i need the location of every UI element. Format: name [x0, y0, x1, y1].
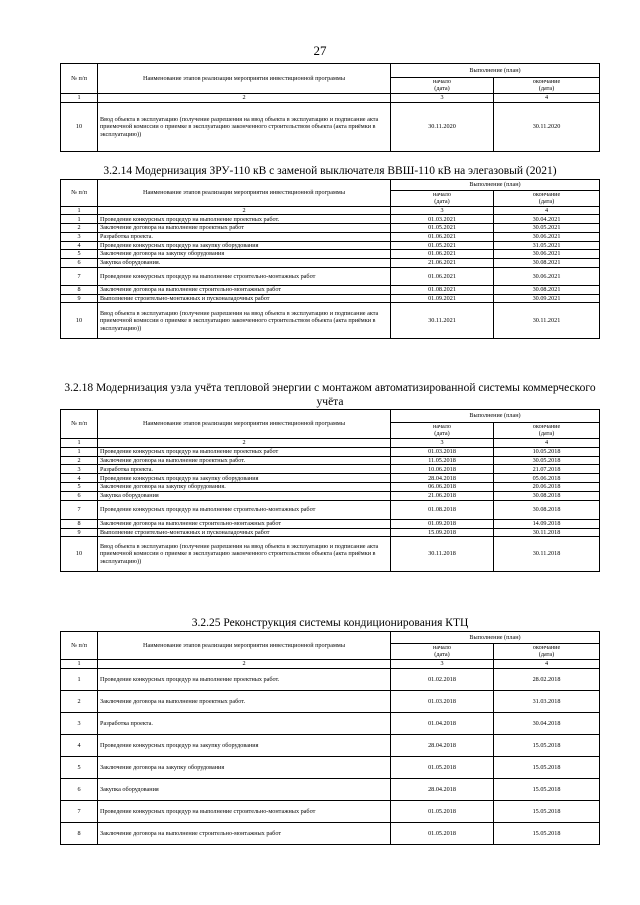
start-date: 01.05.2018: [391, 822, 494, 844]
index-cell-4: 4: [494, 438, 600, 447]
index-cell-4: 4: [494, 206, 600, 214]
header-end: [494, 423, 600, 439]
table-row: [61, 491, 600, 500]
row-number: 7: [61, 268, 98, 286]
table-row: [61, 756, 600, 778]
row-number: 10: [61, 537, 98, 572]
table-row: [61, 519, 600, 528]
start-date: 01.06.2021: [391, 250, 494, 259]
row-number: 6: [61, 259, 98, 268]
table-row: [61, 286, 600, 295]
header-num: № п/п: [61, 64, 98, 94]
index-cell-3: 3: [391, 659, 494, 668]
header-end: [494, 78, 600, 94]
table-row: [61, 483, 600, 491]
header-exec: Выполнение (план): [391, 180, 600, 191]
header-name: Наименование этапов реализации мероприятия инвестиционной программы: [98, 180, 391, 207]
start-date: 01.03.2018: [391, 690, 494, 712]
header-row: [61, 180, 600, 191]
header-num: № п/п: [61, 410, 98, 439]
start-date: 01.06.2021: [391, 232, 494, 241]
end-date: 05.06.2018: [494, 474, 600, 483]
header-exec: Выполнение (план): [391, 64, 600, 78]
end-date: 30.04.2021: [494, 215, 600, 224]
stage-name: Проведение конкурсных процедур на выполнение строительно-монтажных работ: [98, 268, 391, 286]
row-number: 2: [61, 456, 98, 464]
header-row: [61, 410, 600, 423]
index-row: [61, 438, 600, 447]
end-date: 30.08.2021: [494, 286, 600, 295]
index-row: [61, 93, 600, 102]
row-number: 7: [61, 800, 98, 822]
header-end-label: окончание: [532, 423, 561, 430]
table-row: [61, 268, 600, 286]
row-number: 8: [61, 822, 98, 844]
index-cell-3: 3: [391, 206, 494, 214]
row-number: 8: [61, 519, 98, 528]
stage-name: Заключение договора на выполнение проектных работ.: [98, 690, 391, 712]
stage-name: Проведение конкурсных процедур на выполнение проектных работ: [98, 447, 391, 456]
table-row: [61, 778, 600, 800]
start-date: 01.03.2018: [391, 447, 494, 456]
stage-name: Ввод объекта в эксплуатацию (получение разрешения на ввод объекта в эксплуатацию и подписание акта приемочной комиссии о приемке в эксплуатацию законченного строительством объекта (акта приёмки в эксплуатацию)): [98, 303, 391, 339]
table-row: [61, 734, 600, 756]
start-date: 06.06.2018: [391, 483, 494, 491]
section-title-3-2-25: 3.2.25 Реконструкция системы кондиционирования КТЦ: [191, 617, 469, 629]
end-date: 30.06.2021: [494, 268, 600, 286]
table-row: [61, 500, 600, 519]
header-date-label: (дата): [434, 85, 450, 93]
start-date: 01.05.2021: [391, 224, 494, 232]
row-number: 4: [61, 241, 98, 249]
table-row: [61, 241, 600, 249]
end-date: 10.05.2018: [494, 447, 600, 456]
table-row: [61, 295, 600, 303]
start-date: 10.06.2018: [391, 465, 494, 474]
index-row: [61, 206, 600, 214]
start-date: 30.11.2018: [391, 537, 494, 572]
stage-name: Заключение договора на закупку оборудования.: [98, 483, 391, 491]
stage-name: Выполнение строительно-монтажных и пусконаладочных работ: [98, 295, 391, 303]
stage-name: Закупка оборудования.: [98, 259, 391, 268]
header-date-label: (дата): [538, 85, 555, 93]
table-row: [61, 224, 600, 232]
start-date: 01.09.2018: [391, 519, 494, 528]
end-date: 30.04.2018: [494, 712, 600, 734]
header-date-label: (дата): [434, 198, 450, 206]
row-number: 8: [61, 286, 98, 295]
start-date: 30.11.2021: [391, 303, 494, 339]
header-num: № п/п: [61, 180, 98, 207]
stage-name: Закупка оборудования: [98, 778, 391, 800]
start-date: 21.06.2018: [391, 491, 494, 500]
stage-name: Заключение договора на выполнение строительно-монтажных работ: [98, 822, 391, 844]
row-number: 7: [61, 500, 98, 519]
table-row: [61, 232, 600, 241]
end-date: 31.03.2018: [494, 690, 600, 712]
header-start: [391, 78, 494, 94]
start-date: 01.08.2018: [391, 500, 494, 519]
schedule-table-1: [60, 63, 600, 152]
header-exec: Выполнение (план): [391, 632, 600, 644]
header-name: Наименование этапов реализации мероприятия инвестиционной программы: [98, 64, 391, 94]
end-date: 30.11.2020: [494, 102, 600, 151]
row-number: 3: [61, 465, 98, 474]
end-date: 30.05.2021: [494, 224, 600, 232]
row-number: 1: [61, 447, 98, 456]
table-row: [61, 465, 600, 474]
header-start-label: начало: [433, 423, 451, 430]
index-cell-2: 2: [98, 206, 391, 214]
header-start: [391, 423, 494, 439]
row-number: 5: [61, 483, 98, 491]
stage-name: Заключение договора на закупку оборудования: [98, 250, 391, 259]
end-date: 15.05.2018: [494, 800, 600, 822]
table-row: [61, 712, 600, 734]
start-date: 11.05.2018: [391, 456, 494, 464]
stage-name: Заключение договора на выполнение проектных работ.: [98, 456, 391, 464]
end-date: 30.08.2021: [494, 259, 600, 268]
stage-name: Проведение конкурсных процедур на выполнение проектных работ.: [98, 668, 391, 690]
header-end: [494, 644, 600, 660]
start-date: 01.09.2021: [391, 295, 494, 303]
stage-name: Закупка оборудования: [98, 491, 391, 500]
schedule-table-3: [60, 409, 600, 572]
row-number: 5: [61, 756, 98, 778]
end-date: 21.07.2018: [494, 465, 600, 474]
end-date: 30.08.2018: [494, 491, 600, 500]
index-cell-3: 3: [391, 438, 494, 447]
row-number: 2: [61, 224, 98, 232]
index-cell-2: 2: [98, 93, 391, 102]
stage-name: Проведение конкурсных процедур на выполнение проектных работ.: [98, 215, 391, 224]
page-number: 27: [313, 43, 327, 58]
end-date: 30.09.2021: [494, 295, 600, 303]
header-date-label: (дата): [434, 430, 450, 438]
table-row: [61, 474, 600, 483]
row-number: 6: [61, 778, 98, 800]
start-date: 01.03.2021: [391, 215, 494, 224]
stage-name: Ввод объекта в эксплуатацию (получение разрешения на ввод объекта в эксплуатацию и подписание акта приемочной комиссии о приемке в эксплуатацию законченного строительством объекта (акта приёмки в эксплуатацию)): [98, 537, 391, 572]
start-date: 28.04.2018: [391, 734, 494, 756]
end-date: 28.02.2018: [494, 668, 600, 690]
end-date: 30.11.2018: [494, 528, 600, 536]
table-row: [61, 690, 600, 712]
table-row: [61, 800, 600, 822]
table-row: [61, 668, 600, 690]
index-cell-4: 4: [494, 93, 600, 102]
start-date: 01.02.2018: [391, 668, 494, 690]
row-number: 2: [61, 690, 98, 712]
start-date: 01.05.2021: [391, 241, 494, 249]
table-row: [61, 303, 600, 339]
section-title-3-2-14: 3.2.14 Модернизация ЗРУ-110 кВ с заменой выключателя ВВШ-110 кВ на элегазовый (2021): [103, 165, 557, 177]
header-start-label: начало: [433, 191, 451, 198]
index-cell-2: 2: [98, 438, 391, 447]
index-cell-3: 3: [391, 93, 494, 102]
header-exec: Выполнение (план): [391, 410, 600, 423]
index-cell-1: 1: [61, 438, 98, 447]
table-row: [61, 528, 600, 536]
end-date: 15.05.2018: [494, 756, 600, 778]
stage-name: Проведение конкурсных процедур на закупку оборудования: [98, 474, 391, 483]
start-date: 28.04.2018: [391, 778, 494, 800]
header-start: [391, 644, 494, 660]
end-date: 30.11.2018: [494, 537, 600, 572]
header-date-label: (дата): [538, 198, 555, 206]
row-number: 3: [61, 232, 98, 241]
end-date: 15.05.2018: [494, 734, 600, 756]
stage-name: Разработка проекта.: [98, 712, 391, 734]
header-name: Наименование этапов реализации мероприятия инвестиционной программы: [98, 632, 391, 660]
start-date: 30.11.2020: [391, 102, 494, 151]
table-row: [61, 250, 600, 259]
schedule-table-4: [60, 631, 600, 845]
section-title-3-2-18: 3.2.18 Модернизация узла учёта тепловой энергии с монтажом автоматизированной системы коммерческого учёта: [64, 382, 596, 408]
start-date: 01.06.2021: [391, 268, 494, 286]
table-row: [61, 215, 600, 224]
end-date: 30.11.2021: [494, 303, 600, 339]
header-end-label: окончание: [532, 78, 561, 85]
start-date: 28.04.2018: [391, 474, 494, 483]
end-date: 31.05.2021: [494, 241, 600, 249]
header-date-label: (дата): [538, 651, 555, 659]
header-name: Наименование этапов реализации мероприятия инвестиционной программы: [98, 410, 391, 439]
table-row: [61, 447, 600, 456]
schedule-table-2: [60, 179, 600, 339]
header-start-label: начало: [433, 644, 451, 651]
row-number: 9: [61, 528, 98, 536]
header-start: [391, 191, 494, 207]
header-end-label: окончание: [532, 644, 561, 651]
stage-name: Разработка проекта.: [98, 232, 391, 241]
row-number: 5: [61, 250, 98, 259]
end-date: 20.06.2018: [494, 483, 600, 491]
row-number: 4: [61, 734, 98, 756]
index-row: [61, 659, 600, 668]
stage-name: Проведение конкурсных процедур на закупку оборудования: [98, 734, 391, 756]
stage-name: Заключение договора на закупку оборудования: [98, 756, 391, 778]
index-cell-1: 1: [61, 659, 98, 668]
end-date: 30.08.2018: [494, 500, 600, 519]
stage-name: Ввод объекта в эксплуатацию (получение разрешения на ввод объекта в эксплуатацию и подписание акта приемочной комиссии о приемке в эксплуатацию законченного строительством объекта (акта приёмки в эксплуатацию)): [98, 102, 391, 151]
index-cell-1: 1: [61, 206, 98, 214]
row-number: 9: [61, 295, 98, 303]
header-end-label: окончание: [532, 191, 561, 198]
table-row: [61, 102, 600, 151]
table-row: [61, 259, 600, 268]
stage-name: Проведение конкурсных процедур на закупку оборудования: [98, 241, 391, 249]
start-date: 01.05.2018: [391, 800, 494, 822]
index-cell-1: 1: [61, 93, 98, 102]
end-date: 15.05.2018: [494, 822, 600, 844]
end-date: 30.06.2021: [494, 232, 600, 241]
row-number: 1: [61, 215, 98, 224]
end-date: 30.06.2021: [494, 250, 600, 259]
header-date-label: (дата): [538, 430, 555, 438]
stage-name: Проведение конкурсных процедур на выполнение строительно-монтажных работ: [98, 800, 391, 822]
stage-name: Заключение договора на выполнение строительно-монтажных работ: [98, 286, 391, 295]
end-date: 30.05.2018: [494, 456, 600, 464]
start-date: 01.08.2021: [391, 286, 494, 295]
table-row: [61, 822, 600, 844]
row-number: 4: [61, 474, 98, 483]
header-num: № п/п: [61, 632, 98, 660]
start-date: 01.04.2018: [391, 712, 494, 734]
header-end: [494, 191, 600, 207]
start-date: 01.05.2018: [391, 756, 494, 778]
index-cell-2: 2: [98, 659, 391, 668]
stage-name: Разработка проекта.: [98, 465, 391, 474]
header-date-label: (дата): [434, 651, 450, 659]
start-date: 15.09.2018: [391, 528, 494, 536]
stage-name: Проведение конкурсных процедур на выполнение строительно-монтажных работ: [98, 500, 391, 519]
header-row: [61, 632, 600, 644]
index-cell-4: 4: [494, 659, 600, 668]
stage-name: Заключение договора на выполнение проектных работ: [98, 224, 391, 232]
row-number: 6: [61, 491, 98, 500]
end-date: 15.05.2018: [494, 778, 600, 800]
table-row: [61, 537, 600, 572]
header-start-label: начало: [433, 78, 451, 85]
row-number: 10: [61, 102, 98, 151]
row-number: 3: [61, 712, 98, 734]
stage-name: Заключение договора на выполнение строительно-монтажных работ: [98, 519, 391, 528]
header-row: [61, 64, 600, 78]
end-date: 14.09.2018: [494, 519, 600, 528]
table-row: [61, 456, 600, 464]
row-number: 10: [61, 303, 98, 339]
row-number: 1: [61, 668, 98, 690]
stage-name: Выполнение строительно-монтажных и пусконаладочных работ: [98, 528, 391, 536]
start-date: 21.06.2021: [391, 259, 494, 268]
